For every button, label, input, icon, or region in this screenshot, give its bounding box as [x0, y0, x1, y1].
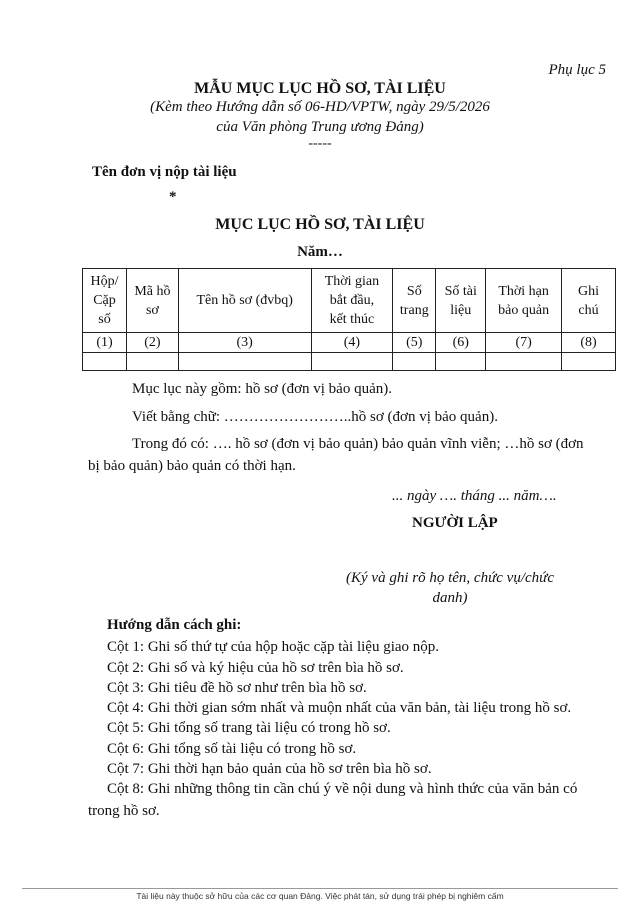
year-label: Năm…: [297, 244, 343, 260]
table-cell: [393, 353, 436, 371]
guide-line-4: Cột 4: Ghi thời gian sớm nhất và muộn nhất của văn bản, tài liệu trong hồ sơ.: [107, 700, 572, 716]
header-record-code: [126, 269, 178, 333]
footer-divider: [22, 888, 618, 889]
subtitle-line-1: (Kèm theo Hướng dẫn số 06-HD/VPTW, ngày 29/5/2026: [150, 99, 490, 115]
header-cell-line: liệu: [450, 302, 472, 318]
table-cell: [486, 353, 562, 371]
header-cell-line: số: [98, 312, 111, 327]
header-cell-line: trang: [399, 302, 429, 318]
table-empty-row: [83, 353, 616, 371]
table-cell: [311, 353, 393, 371]
table-cell: [126, 353, 178, 371]
guide-line-7: Cột 7: Ghi thời hạn bảo quản của hồ sơ trên bìa hồ sơ.: [107, 761, 432, 777]
header-cell-line: kết thúc: [329, 312, 375, 327]
table-cell: [436, 353, 486, 371]
header-time-range: [311, 269, 393, 333]
header-cell-line: Cặp: [93, 293, 116, 308]
header-notes: [562, 269, 616, 333]
header-cell-line: Số: [406, 283, 422, 299]
date-line: ... ngày …. tháng ... năm….: [392, 488, 557, 504]
column-number: (5): [393, 333, 436, 353]
header-box-number: [83, 269, 127, 333]
header-cell-line: Tên hồ sơ (đvbq): [196, 293, 293, 308]
summary-line-3a: Trong đó có: …. hồ sơ (đơn vị bảo quản) bảo quản vĩnh viễn; …hồ sơ (đơn: [132, 436, 584, 452]
summary-line-1: Mục lục này gồm: hồ sơ (đơn vị bảo quản).: [132, 381, 392, 397]
subtitle-line-2: của Văn phòng Trung ương Đảng): [216, 119, 424, 135]
summary-line-3b: bị bảo quản) bảo quản có thời hạn.: [88, 458, 296, 474]
guide-line-8-continuation: trong hồ sơ.: [88, 803, 160, 819]
signer-note-line-1: (Ký và ghi rõ họ tên, chức vụ/chức: [346, 570, 554, 586]
guide-line-1: Cột 1: Ghi số thứ tự của hộp hoặc cặp tài liệu giao nộp.: [107, 639, 440, 655]
header-cell-line: bắt đầu,: [329, 293, 375, 308]
table-cell: [178, 353, 311, 371]
table-cell: [562, 353, 616, 371]
toc-table: [82, 268, 616, 371]
table-number-row: [83, 333, 616, 353]
column-number: (6): [436, 333, 486, 353]
guide-line-2: Cột 2: Ghi số và ký hiệu của hồ sơ trên bìa hồ sơ.: [107, 660, 404, 676]
header-document-count: [436, 269, 486, 333]
guide-line-5: Cột 5: Ghi tổng số trang tài liệu có trong hồ sơ.: [107, 720, 391, 736]
separator: -----: [308, 136, 332, 151]
star-mark: *: [169, 189, 177, 205]
guide-line-6: Cột 6: Ghi tổng số tài liệu có trong hồ sơ.: [107, 741, 357, 757]
column-number: (7): [486, 333, 562, 353]
header-cell-line: Mã hồ: [134, 283, 171, 299]
header-cell-line: bảo quản: [498, 302, 550, 318]
table-header-row: [83, 269, 616, 333]
column-number: (2): [126, 333, 178, 353]
header-page-count: [393, 269, 436, 333]
header-cell-line: Thời hạn: [498, 283, 549, 299]
guide-title: Hướng dẫn cách ghi:: [107, 617, 242, 633]
table-cell: [83, 353, 127, 371]
appendix-label: Phụ lục 5: [548, 62, 606, 78]
column-number: (8): [562, 333, 616, 353]
form-title: MẪU MỤC LỤC HỒ SƠ, TÀI LIỆU: [194, 80, 446, 97]
footer-notice: Tài liệu này thuộc sở hữu của các cơ quan Đảng. Việc phát tán, sử dụng trái phép bị nghiêm cấm: [136, 891, 504, 901]
unit-label: Tên đơn vị nộp tài liệu: [92, 164, 237, 180]
header-retention-period: [486, 269, 562, 333]
summary-line-2: Viết bằng chữ: ……………………..hồ sơ (đơn vị bảo quản).: [132, 409, 498, 425]
signer-title: NGƯỜI LẬP: [412, 515, 498, 531]
guide-line-8: Cột 8: Ghi những thông tin cần chú ý về nội dung và hình thức của văn bản có: [107, 781, 578, 797]
column-number: (1): [83, 333, 127, 353]
toc-title: MỤC LỤC HỒ SƠ, TÀI LIỆU: [215, 216, 425, 233]
signer-note-line-2: danh): [432, 590, 468, 606]
column-number: (3): [178, 333, 311, 353]
header-cell-line: chú: [578, 302, 599, 318]
header-cell-line: Thời gian: [324, 274, 380, 289]
header-cell-line: Hộp/: [90, 274, 119, 289]
header-cell-line: sơ: [145, 302, 159, 318]
column-number: (4): [311, 333, 393, 353]
header-record-name: [178, 269, 311, 333]
header-cell-line: Số tài: [444, 283, 477, 299]
header-cell-line: Ghi: [578, 283, 600, 299]
guide-line-3: Cột 3: Ghi tiêu đề hồ sơ như trên bìa hồ sơ.: [107, 680, 367, 696]
